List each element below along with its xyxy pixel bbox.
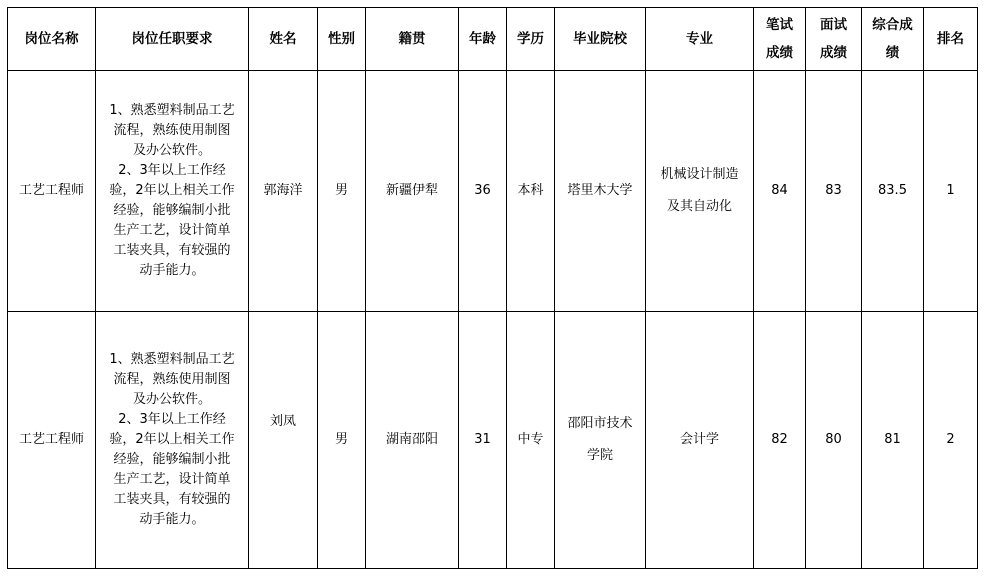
cell-position: 工艺工程师 [8, 312, 96, 569]
header-major: 专业 [646, 8, 754, 71]
cell-written: 82 [754, 312, 806, 569]
cell-interview: 80 [806, 312, 862, 569]
cell-position: 工艺工程师 [8, 71, 96, 312]
cell-interview: 83 [806, 71, 862, 312]
cell-origin: 湖南邵阳 [366, 312, 459, 569]
cell-requirements: 1、熟悉塑料制品工艺 流程，熟练使用制图 及办公软件。 2、3年以上工作经 验，2年以上相关工作 经验，能够编制小批 生产工艺，设计简单 工装夹具，有较强的 动手能力。 [96, 71, 249, 312]
cell-origin: 新疆伊犁 [366, 71, 459, 312]
header-position: 岗位名称 [8, 8, 96, 71]
cell-written: 84 [754, 71, 806, 312]
cell-name: 刘凤 [249, 312, 318, 569]
header-education: 学历 [507, 8, 555, 71]
header-gender: 性别 [318, 8, 366, 71]
cell-school: 邵阳市技术 学院 [555, 312, 646, 569]
cell-total: 81 [862, 312, 924, 569]
cell-gender: 男 [318, 71, 366, 312]
header-row [8, 8, 978, 71]
header-age: 年龄 [459, 8, 507, 71]
header-name: 姓名 [249, 8, 318, 71]
cell-age: 36 [459, 71, 507, 312]
table-row [8, 312, 978, 569]
cell-age: 31 [459, 312, 507, 569]
header-requirements: 岗位任职要求 [96, 8, 249, 71]
cell-total: 83.5 [862, 71, 924, 312]
header-total: 综合成绩 [862, 8, 924, 71]
header-origin: 籍贯 [366, 8, 459, 71]
header-school: 毕业院校 [555, 8, 646, 71]
candidate-table [7, 7, 978, 569]
cell-requirements: 1、熟悉塑料制品工艺 流程，熟练使用制图 及办公软件。 2、3年以上工作经 验，2年以上相关工作 经验，能够编制小批 生产工艺，设计简单 工装夹具，有较强的 动手能力。 [96, 312, 249, 569]
cell-education: 中专 [507, 312, 555, 569]
cell-rank: 2 [924, 312, 978, 569]
table-row [8, 71, 978, 312]
cell-education: 本科 [507, 71, 555, 312]
cell-gender: 男 [318, 312, 366, 569]
header-written: 笔试成绩 [754, 8, 806, 71]
cell-rank: 1 [924, 71, 978, 312]
cell-major: 机械设计制造 及其自动化 [646, 71, 754, 312]
header-rank: 排名 [924, 8, 978, 71]
cell-school: 塔里木大学 [555, 71, 646, 312]
header-interview: 面试成绩 [806, 8, 862, 71]
cell-name: 郭海洋 [249, 71, 318, 312]
cell-major: 会计学 [646, 312, 754, 569]
